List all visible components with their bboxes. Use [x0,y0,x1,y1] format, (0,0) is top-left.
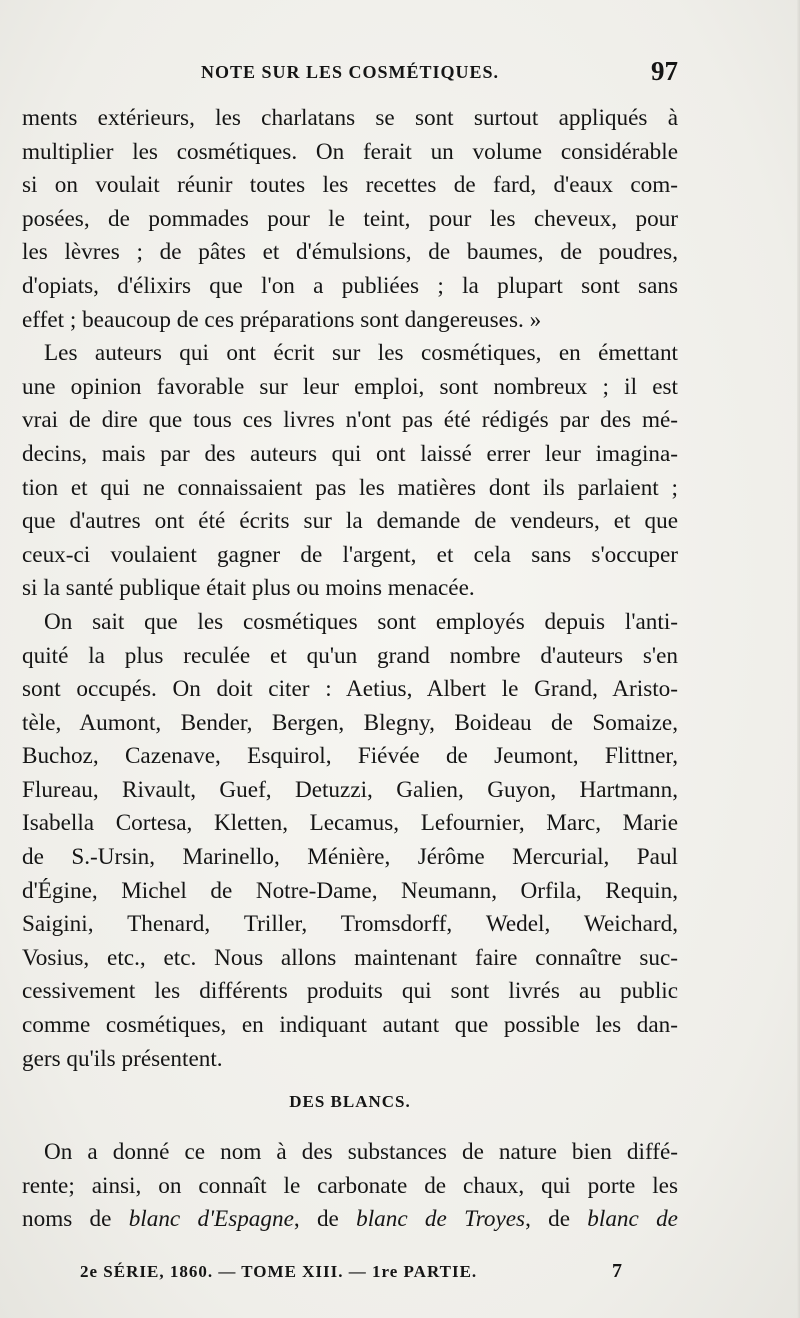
text-line: rente; ainsi, on connaît le carbonate de chaux, qui porte les [22,1172,678,1199]
text-line: multiplier les cosmétiques. On ferait un volume considérable [22,138,678,165]
text-line: d'opiats, d'élixirs que l'on a publiées ; la plupart sont sans [22,272,678,299]
text-line: Flureau, Rivault, Guef, Detuzzi, Galien, Guyon, Hartmann, [22,776,678,803]
text-line: decins, mais par des auteurs qui ont laissé errer leur imagina- [22,440,678,467]
text-line: posées, de pommades pour le teint, pour les cheveux, pour [22,205,678,232]
printer-signature: 2e SÉRIE, 1860. — TOME XIII. — 1re PARTIE. [80,1262,478,1281]
text-line: Buchoz, Cazenave, Esquirol, Fiévée de Jeumont, Flittner, [22,743,678,770]
text-line: cessivement les différents produits qui sont livrés au public [22,978,678,1005]
text-line: Les auteurs qui ont écrit sur les cosmétiques, en émettant [44,340,678,367]
text-line: si on voulait réunir toutes les recettes de fard, d'eaux com- [22,172,678,199]
text-line-with-italics: noms de blanc d'Espagne, de blanc de Troyes, de blanc de [22,1206,678,1233]
text-line: tèle, Aumont, Bender, Bergen, Blegny, Boideau de Somaize, [22,709,678,736]
text-line: quité la plus reculée et qu'un grand nombre d'auteurs s'en [22,642,678,669]
text-line: tion et qui ne connaissaient pas les matières dont ils parlaient ; [22,474,678,501]
text-line: ceux-ci voulaient gagner de l'argent, et cela sans s'occuper [22,541,678,568]
text-line: Saigini, Thenard, Triller, Tromsdorff, Wedel, Weichard, [22,911,678,938]
text-line: effet ; beaucoup de ces préparations sont dangereuses. » [22,306,542,333]
text-line: si la santé publique était plus ou moins menacée. [22,575,475,602]
page-number: 97 [651,56,678,86]
body-text [22,102,678,1237]
text-line: On a donné ce nom à des substances de nature bien diffé- [44,1139,678,1166]
text-line: ments extérieurs, les charlatans se sont surtout appliqués à [22,105,678,131]
sheet-number: 7 [612,1260,622,1282]
text-line: Vosius, etc., etc. Nous allons maintenant faire connaître suc- [22,944,678,971]
text-line: comme cosmétiques, en indiquant autant que possible les dan- [22,1012,678,1039]
text-line: Isabella Cortesa, Kletten, Lecamus, Lefournier, Marc, Marie [22,810,678,837]
text-line: une opinion favorable sur leur emploi, sont nombreux ; il est [22,373,678,400]
text-line: On sait que les cosmétiques sont employés depuis l'anti- [44,608,678,635]
text-line: que d'autres ont été écrits sur la demande de vendeurs, et que [22,508,678,535]
text-line: de S.-Ursin, Marinello, Ménière, Jérôme Mercurial, Paul [22,844,678,871]
section-heading: DES BLANCS. [289,1092,411,1112]
text-line: sont occupés. On doit citer : Aetius, Albert le Grand, Aristo- [22,676,678,703]
running-title: NOTE SUR LES COSMÉTIQUES. [200,62,500,82]
text-line: vrai de dire que tous ces livres n'ont pas été rédigés par des mé- [22,407,678,434]
text-line: gers qu'ils présentent. [22,1045,223,1072]
text-line: les lèvres ; de pâtes et d'émulsions, de baumes, de poudres, [22,239,678,266]
text-line: d'Égine, Michel de Notre-Dame, Neumann, Orfila, Requin, [22,877,678,904]
